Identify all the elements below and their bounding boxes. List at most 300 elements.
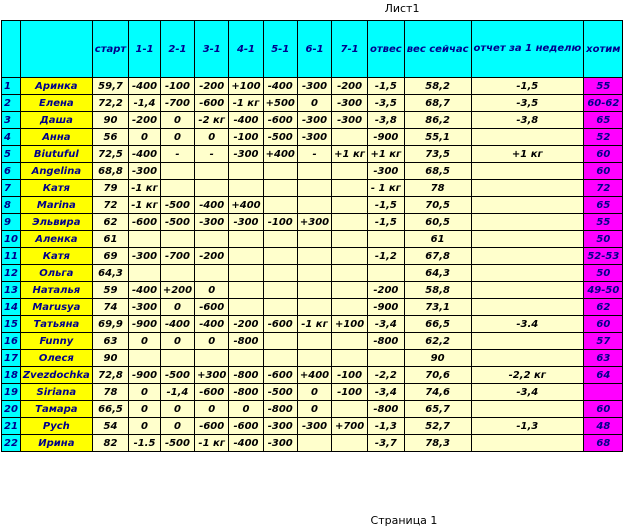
cell-weekly-report[interactable]: -1,3 — [471, 418, 584, 435]
cell-num[interactable]: 15 — [2, 316, 21, 333]
cell-current-weight[interactable]: 65,7 — [404, 401, 471, 418]
cell-week-3[interactable]: -600 — [195, 299, 229, 316]
cell-week-4[interactable]: -400 — [229, 435, 263, 452]
cell-week-7[interactable] — [332, 231, 368, 248]
cell-target[interactable]: 62 — [584, 299, 623, 316]
cell-week-2[interactable]: -700 — [160, 248, 194, 265]
cell-week-7[interactable]: -100 — [332, 384, 368, 401]
cell-week-2[interactable] — [160, 231, 194, 248]
cell-lost[interactable]: -1,5 — [368, 197, 405, 214]
cell-start[interactable]: 68,8 — [92, 163, 128, 180]
cell-current-weight[interactable]: 67,8 — [404, 248, 471, 265]
cell-current-weight[interactable]: 55,1 — [404, 129, 471, 146]
cell-week-6[interactable]: -300 — [297, 78, 331, 95]
cell-week-2[interactable]: 0 — [160, 401, 194, 418]
cell-current-weight[interactable]: 66,5 — [404, 316, 471, 333]
cell-week-1[interactable]: -300 — [129, 163, 161, 180]
cell-lost[interactable] — [368, 350, 405, 367]
cell-week-6[interactable] — [297, 180, 331, 197]
cell-week-7[interactable] — [332, 401, 368, 418]
cell-weekly-report[interactable] — [471, 265, 584, 282]
cell-current-weight[interactable]: 73,5 — [404, 146, 471, 163]
cell-week-6[interactable] — [297, 333, 331, 350]
cell-current-weight[interactable]: 74,6 — [404, 384, 471, 401]
cell-start[interactable]: 79 — [92, 180, 128, 197]
cell-weekly-report[interactable]: -3,4 — [471, 384, 584, 401]
header-lost[interactable]: отвес — [368, 21, 405, 78]
cell-current-weight[interactable]: 73,1 — [404, 299, 471, 316]
cell-name[interactable]: Marina — [20, 197, 92, 214]
cell-lost[interactable]: -300 — [368, 163, 405, 180]
cell-week-3[interactable]: -300 — [195, 214, 229, 231]
cell-weekly-report[interactable] — [471, 350, 584, 367]
cell-week-7[interactable] — [332, 265, 368, 282]
cell-target[interactable]: 60 — [584, 401, 623, 418]
cell-name[interactable]: Катя — [20, 180, 92, 197]
cell-week-6[interactable] — [297, 197, 331, 214]
cell-lost[interactable]: -3,4 — [368, 384, 405, 401]
cell-week-5[interactable]: -400 — [263, 78, 297, 95]
cell-lost[interactable]: +1 кг — [368, 146, 405, 163]
cell-week-3[interactable]: -600 — [195, 384, 229, 401]
cell-week-2[interactable]: -500 — [160, 435, 194, 452]
cell-target[interactable]: 55 — [584, 214, 623, 231]
cell-week-4[interactable]: -800 — [229, 367, 263, 384]
cell-week-7[interactable] — [332, 129, 368, 146]
cell-name[interactable]: Эльвира — [20, 214, 92, 231]
cell-target[interactable]: 52-53 — [584, 248, 623, 265]
cell-name[interactable]: Тамара — [20, 401, 92, 418]
cell-num[interactable]: 4 — [2, 129, 21, 146]
cell-current-weight[interactable]: 58,8 — [404, 282, 471, 299]
cell-weekly-report[interactable] — [471, 401, 584, 418]
cell-start[interactable]: 82 — [92, 435, 128, 452]
cell-num[interactable]: 9 — [2, 214, 21, 231]
cell-weekly-report[interactable] — [471, 299, 584, 316]
cell-week-3[interactable]: 0 — [195, 282, 229, 299]
cell-start[interactable]: 90 — [92, 112, 128, 129]
cell-name[interactable]: Angelina — [20, 163, 92, 180]
cell-num[interactable]: 8 — [2, 197, 21, 214]
cell-weekly-report[interactable]: -3,8 — [471, 112, 584, 129]
cell-week-1[interactable]: 0 — [129, 401, 161, 418]
cell-lost[interactable]: -1,2 — [368, 248, 405, 265]
cell-week-1[interactable]: -1 кг — [129, 180, 161, 197]
cell-week-2[interactable]: 0 — [160, 418, 194, 435]
cell-week-5[interactable] — [263, 163, 297, 180]
cell-num[interactable]: 2 — [2, 95, 21, 112]
cell-week-7[interactable] — [332, 350, 368, 367]
cell-num[interactable]: 22 — [2, 435, 21, 452]
cell-week-3[interactable] — [195, 180, 229, 197]
cell-target[interactable]: 49-50 — [584, 282, 623, 299]
header-weekly-report[interactable]: отчет за 1 неделю — [471, 21, 584, 78]
cell-num[interactable]: 1 — [2, 78, 21, 95]
cell-lost[interactable]: -800 — [368, 333, 405, 350]
cell-week-4[interactable]: -300 — [229, 146, 263, 163]
cell-target[interactable]: 57 — [584, 333, 623, 350]
cell-current-weight[interactable]: 52,7 — [404, 418, 471, 435]
cell-week-3[interactable] — [195, 163, 229, 180]
cell-current-weight[interactable]: 70,6 — [404, 367, 471, 384]
cell-week-6[interactable] — [297, 248, 331, 265]
cell-lost[interactable]: -3,5 — [368, 95, 405, 112]
cell-week-5[interactable] — [263, 350, 297, 367]
cell-current-weight[interactable]: 78,3 — [404, 435, 471, 452]
cell-start[interactable]: 69,9 — [92, 316, 128, 333]
cell-week-6[interactable] — [297, 282, 331, 299]
cell-start[interactable]: 69 — [92, 248, 128, 265]
cell-week-5[interactable] — [263, 299, 297, 316]
cell-week-5[interactable]: +400 — [263, 146, 297, 163]
cell-week-1[interactable] — [129, 350, 161, 367]
cell-num[interactable]: 5 — [2, 146, 21, 163]
cell-week-5[interactable]: -600 — [263, 316, 297, 333]
cell-current-weight[interactable]: 70,5 — [404, 197, 471, 214]
cell-week-3[interactable]: 0 — [195, 401, 229, 418]
header-week-4[interactable]: 4-1 — [229, 21, 263, 78]
cell-num[interactable]: 11 — [2, 248, 21, 265]
cell-week-6[interactable]: -300 — [297, 418, 331, 435]
cell-lost[interactable]: -1,5 — [368, 78, 405, 95]
cell-week-3[interactable]: -400 — [195, 316, 229, 333]
cell-num[interactable]: 13 — [2, 282, 21, 299]
cell-week-2[interactable]: -700 — [160, 95, 194, 112]
cell-lost[interactable]: -200 — [368, 282, 405, 299]
cell-week-4[interactable]: -200 — [229, 316, 263, 333]
cell-week-7[interactable]: +1 кг — [332, 146, 368, 163]
cell-week-1[interactable]: 0 — [129, 384, 161, 401]
cell-week-7[interactable]: -200 — [332, 78, 368, 95]
cell-start[interactable]: 64,3 — [92, 265, 128, 282]
cell-name[interactable]: Funny — [20, 333, 92, 350]
cell-week-4[interactable]: -100 — [229, 129, 263, 146]
cell-week-1[interactable]: 0 — [129, 333, 161, 350]
header-week-7[interactable]: 7-1 — [332, 21, 368, 78]
cell-week-5[interactable]: +500 — [263, 95, 297, 112]
cell-current-weight[interactable]: 64,3 — [404, 265, 471, 282]
cell-weekly-report[interactable] — [471, 197, 584, 214]
cell-week-5[interactable]: -500 — [263, 129, 297, 146]
header-week-1[interactable]: 1-1 — [129, 21, 161, 78]
cell-week-4[interactable] — [229, 299, 263, 316]
cell-week-1[interactable]: -300 — [129, 248, 161, 265]
cell-lost[interactable]: -1,3 — [368, 418, 405, 435]
cell-week-4[interactable]: 0 — [229, 401, 263, 418]
cell-weekly-report[interactable] — [471, 231, 584, 248]
cell-week-4[interactable]: -1 кг — [229, 95, 263, 112]
cell-week-7[interactable] — [332, 299, 368, 316]
cell-week-3[interactable]: -600 — [195, 95, 229, 112]
cell-week-4[interactable]: +400 — [229, 197, 263, 214]
cell-week-5[interactable] — [263, 248, 297, 265]
cell-week-7[interactable]: +100 — [332, 316, 368, 333]
cell-start[interactable]: 72,2 — [92, 95, 128, 112]
cell-week-6[interactable] — [297, 299, 331, 316]
cell-week-4[interactable]: -800 — [229, 384, 263, 401]
cell-week-7[interactable]: -100 — [332, 367, 368, 384]
cell-week-4[interactable] — [229, 265, 263, 282]
cell-week-6[interactable]: - — [297, 146, 331, 163]
cell-weekly-report[interactable]: -3.4 — [471, 316, 584, 333]
cell-week-2[interactable]: 0 — [160, 112, 194, 129]
cell-week-4[interactable] — [229, 163, 263, 180]
cell-week-7[interactable] — [332, 282, 368, 299]
cell-week-5[interactable]: -100 — [263, 214, 297, 231]
cell-week-1[interactable]: -1.5 — [129, 435, 161, 452]
cell-week-6[interactable]: 0 — [297, 95, 331, 112]
cell-target[interactable]: 63 — [584, 350, 623, 367]
cell-week-1[interactable]: -1,4 — [129, 95, 161, 112]
cell-week-2[interactable]: 0 — [160, 299, 194, 316]
header-start[interactable]: старт — [92, 21, 128, 78]
cell-num[interactable]: 7 — [2, 180, 21, 197]
cell-weekly-report[interactable] — [471, 129, 584, 146]
cell-week-7[interactable] — [332, 435, 368, 452]
cell-week-3[interactable] — [195, 350, 229, 367]
cell-current-weight[interactable]: 78 — [404, 180, 471, 197]
cell-week-6[interactable] — [297, 435, 331, 452]
cell-week-5[interactable]: -500 — [263, 384, 297, 401]
cell-week-5[interactable] — [263, 265, 297, 282]
cell-weekly-report[interactable]: -3,5 — [471, 95, 584, 112]
cell-week-6[interactable] — [297, 231, 331, 248]
cell-week-2[interactable] — [160, 265, 194, 282]
cell-week-3[interactable]: -1 кг — [195, 435, 229, 452]
cell-week-2[interactable]: -400 — [160, 316, 194, 333]
cell-week-7[interactable]: +700 — [332, 418, 368, 435]
cell-week-1[interactable] — [129, 231, 161, 248]
cell-week-2[interactable] — [160, 180, 194, 197]
cell-weekly-report[interactable] — [471, 282, 584, 299]
cell-week-1[interactable]: -400 — [129, 282, 161, 299]
cell-week-7[interactable] — [332, 180, 368, 197]
cell-target[interactable]: 65 — [584, 197, 623, 214]
cell-week-5[interactable] — [263, 180, 297, 197]
cell-name[interactable]: Аленка — [20, 231, 92, 248]
cell-current-weight[interactable]: 90 — [404, 350, 471, 367]
cell-name[interactable]: Zvezdochka — [20, 367, 92, 384]
cell-start[interactable]: 61 — [92, 231, 128, 248]
cell-week-7[interactable]: -300 — [332, 112, 368, 129]
cell-name[interactable]: Ирина — [20, 435, 92, 452]
cell-week-2[interactable] — [160, 350, 194, 367]
cell-current-weight[interactable]: 61 — [404, 231, 471, 248]
cell-week-6[interactable]: -300 — [297, 129, 331, 146]
cell-name[interactable]: Ольга — [20, 265, 92, 282]
cell-lost[interactable]: -3,4 — [368, 316, 405, 333]
cell-name[interactable]: Аринка — [20, 78, 92, 95]
cell-week-7[interactable] — [332, 333, 368, 350]
cell-week-1[interactable]: 0 — [129, 129, 161, 146]
cell-week-1[interactable] — [129, 265, 161, 282]
cell-target[interactable]: 65 — [584, 112, 623, 129]
cell-week-4[interactable] — [229, 248, 263, 265]
cell-lost[interactable]: -900 — [368, 299, 405, 316]
cell-week-6[interactable] — [297, 163, 331, 180]
cell-name[interactable]: Татьяна — [20, 316, 92, 333]
cell-lost[interactable] — [368, 265, 405, 282]
cell-week-4[interactable]: +100 — [229, 78, 263, 95]
header-week-5[interactable]: 5-1 — [263, 21, 297, 78]
cell-name[interactable]: Даша — [20, 112, 92, 129]
header-current-weight[interactable]: вес сейчас — [404, 21, 471, 78]
cell-target[interactable]: 50 — [584, 231, 623, 248]
cell-week-5[interactable]: -600 — [263, 112, 297, 129]
cell-week-3[interactable]: 0 — [195, 129, 229, 146]
cell-week-6[interactable]: 0 — [297, 401, 331, 418]
cell-week-5[interactable]: -600 — [263, 367, 297, 384]
cell-target[interactable]: 72 — [584, 180, 623, 197]
header-week-2[interactable]: 2-1 — [160, 21, 194, 78]
cell-week-4[interactable]: -800 — [229, 333, 263, 350]
cell-target[interactable]: 68 — [584, 435, 623, 452]
cell-week-3[interactable] — [195, 231, 229, 248]
cell-num[interactable]: 20 — [2, 401, 21, 418]
cell-num[interactable]: 10 — [2, 231, 21, 248]
cell-target[interactable]: 60 — [584, 316, 623, 333]
header-name[interactable] — [20, 21, 92, 78]
cell-start[interactable]: 54 — [92, 418, 128, 435]
cell-week-3[interactable]: 0 — [195, 333, 229, 350]
cell-week-3[interactable]: -200 — [195, 248, 229, 265]
cell-week-6[interactable] — [297, 265, 331, 282]
cell-start[interactable]: 56 — [92, 129, 128, 146]
cell-week-1[interactable]: -600 — [129, 214, 161, 231]
cell-num[interactable]: 16 — [2, 333, 21, 350]
cell-week-2[interactable]: -500 — [160, 214, 194, 231]
cell-week-7[interactable] — [332, 163, 368, 180]
cell-lost[interactable]: -800 — [368, 401, 405, 418]
cell-week-6[interactable]: +300 — [297, 214, 331, 231]
cell-week-3[interactable]: -2 кг — [195, 112, 229, 129]
cell-week-4[interactable]: -400 — [229, 112, 263, 129]
cell-start[interactable]: 59,7 — [92, 78, 128, 95]
cell-start[interactable]: 59 — [92, 282, 128, 299]
cell-target[interactable]: 52 — [584, 129, 623, 146]
cell-lost[interactable]: -2,2 — [368, 367, 405, 384]
cell-week-2[interactable]: -500 — [160, 367, 194, 384]
header-num[interactable] — [2, 21, 21, 78]
cell-weekly-report[interactable]: +1 кг — [471, 146, 584, 163]
cell-week-2[interactable]: -500 — [160, 197, 194, 214]
cell-week-6[interactable] — [297, 350, 331, 367]
cell-lost[interactable]: -900 — [368, 129, 405, 146]
cell-name[interactable]: Marusya — [20, 299, 92, 316]
cell-start[interactable]: 62 — [92, 214, 128, 231]
cell-week-1[interactable]: -900 — [129, 367, 161, 384]
cell-week-7[interactable] — [332, 197, 368, 214]
cell-week-1[interactable]: -900 — [129, 316, 161, 333]
cell-week-3[interactable]: - — [195, 146, 229, 163]
cell-target[interactable] — [584, 384, 623, 401]
cell-target[interactable]: 55 — [584, 78, 623, 95]
cell-week-6[interactable]: -1 кг — [297, 316, 331, 333]
cell-week-1[interactable]: -400 — [129, 78, 161, 95]
cell-target[interactable]: 50 — [584, 265, 623, 282]
cell-lost[interactable]: -3,7 — [368, 435, 405, 452]
cell-week-4[interactable]: -600 — [229, 418, 263, 435]
cell-weekly-report[interactable] — [471, 163, 584, 180]
cell-num[interactable]: 19 — [2, 384, 21, 401]
cell-target[interactable]: 64 — [584, 367, 623, 384]
cell-start[interactable]: 90 — [92, 350, 128, 367]
cell-week-6[interactable]: +400 — [297, 367, 331, 384]
cell-week-2[interactable] — [160, 163, 194, 180]
cell-week-3[interactable]: +300 — [195, 367, 229, 384]
cell-week-4[interactable] — [229, 231, 263, 248]
cell-week-2[interactable]: -1,4 — [160, 384, 194, 401]
cell-current-weight[interactable]: 62,2 — [404, 333, 471, 350]
cell-week-7[interactable] — [332, 248, 368, 265]
cell-current-weight[interactable]: 68,7 — [404, 95, 471, 112]
cell-weekly-report[interactable] — [471, 180, 584, 197]
cell-weekly-report[interactable]: -2,2 кг — [471, 367, 584, 384]
cell-num[interactable]: 12 — [2, 265, 21, 282]
cell-week-1[interactable]: -1 кг — [129, 197, 161, 214]
cell-week-5[interactable] — [263, 231, 297, 248]
cell-week-5[interactable]: -800 — [263, 401, 297, 418]
cell-target[interactable]: 60 — [584, 146, 623, 163]
cell-weekly-report[interactable] — [471, 333, 584, 350]
cell-lost[interactable] — [368, 231, 405, 248]
cell-num[interactable]: 3 — [2, 112, 21, 129]
cell-start[interactable]: 66,5 — [92, 401, 128, 418]
cell-current-weight[interactable]: 58,2 — [404, 78, 471, 95]
cell-week-2[interactable]: 0 — [160, 129, 194, 146]
cell-start[interactable]: 72,8 — [92, 367, 128, 384]
cell-name[interactable]: Biutuful — [20, 146, 92, 163]
cell-name[interactable]: Pych — [20, 418, 92, 435]
cell-week-5[interactable] — [263, 282, 297, 299]
cell-week-2[interactable]: - — [160, 146, 194, 163]
cell-start[interactable]: 63 — [92, 333, 128, 350]
cell-name[interactable]: Siriana — [20, 384, 92, 401]
cell-target[interactable]: 60-62 — [584, 95, 623, 112]
header-target[interactable]: хотим — [584, 21, 623, 78]
header-week-6[interactable]: 6-1 — [297, 21, 331, 78]
cell-weekly-report[interactable] — [471, 248, 584, 265]
cell-start[interactable]: 72 — [92, 197, 128, 214]
cell-week-3[interactable] — [195, 265, 229, 282]
cell-week-3[interactable]: -600 — [195, 418, 229, 435]
cell-start[interactable]: 74 — [92, 299, 128, 316]
cell-week-1[interactable]: -200 — [129, 112, 161, 129]
cell-lost[interactable]: -3,8 — [368, 112, 405, 129]
cell-week-5[interactable] — [263, 333, 297, 350]
cell-target[interactable]: 48 — [584, 418, 623, 435]
cell-num[interactable]: 17 — [2, 350, 21, 367]
cell-name[interactable]: Олеся — [20, 350, 92, 367]
cell-week-5[interactable]: -300 — [263, 435, 297, 452]
cell-num[interactable]: 14 — [2, 299, 21, 316]
cell-name[interactable]: Наталья — [20, 282, 92, 299]
cell-name[interactable]: Анна — [20, 129, 92, 146]
cell-num[interactable]: 18 — [2, 367, 21, 384]
cell-week-4[interactable]: -300 — [229, 214, 263, 231]
cell-week-5[interactable] — [263, 197, 297, 214]
cell-week-1[interactable]: -400 — [129, 146, 161, 163]
cell-week-5[interactable]: -300 — [263, 418, 297, 435]
cell-week-6[interactable]: 0 — [297, 384, 331, 401]
cell-current-weight[interactable]: 86,2 — [404, 112, 471, 129]
cell-week-2[interactable]: -100 — [160, 78, 194, 95]
cell-num[interactable]: 21 — [2, 418, 21, 435]
cell-week-2[interactable]: +200 — [160, 282, 194, 299]
cell-current-weight[interactable]: 68,5 — [404, 163, 471, 180]
cell-current-weight[interactable]: 60,5 — [404, 214, 471, 231]
cell-name[interactable]: Елена — [20, 95, 92, 112]
